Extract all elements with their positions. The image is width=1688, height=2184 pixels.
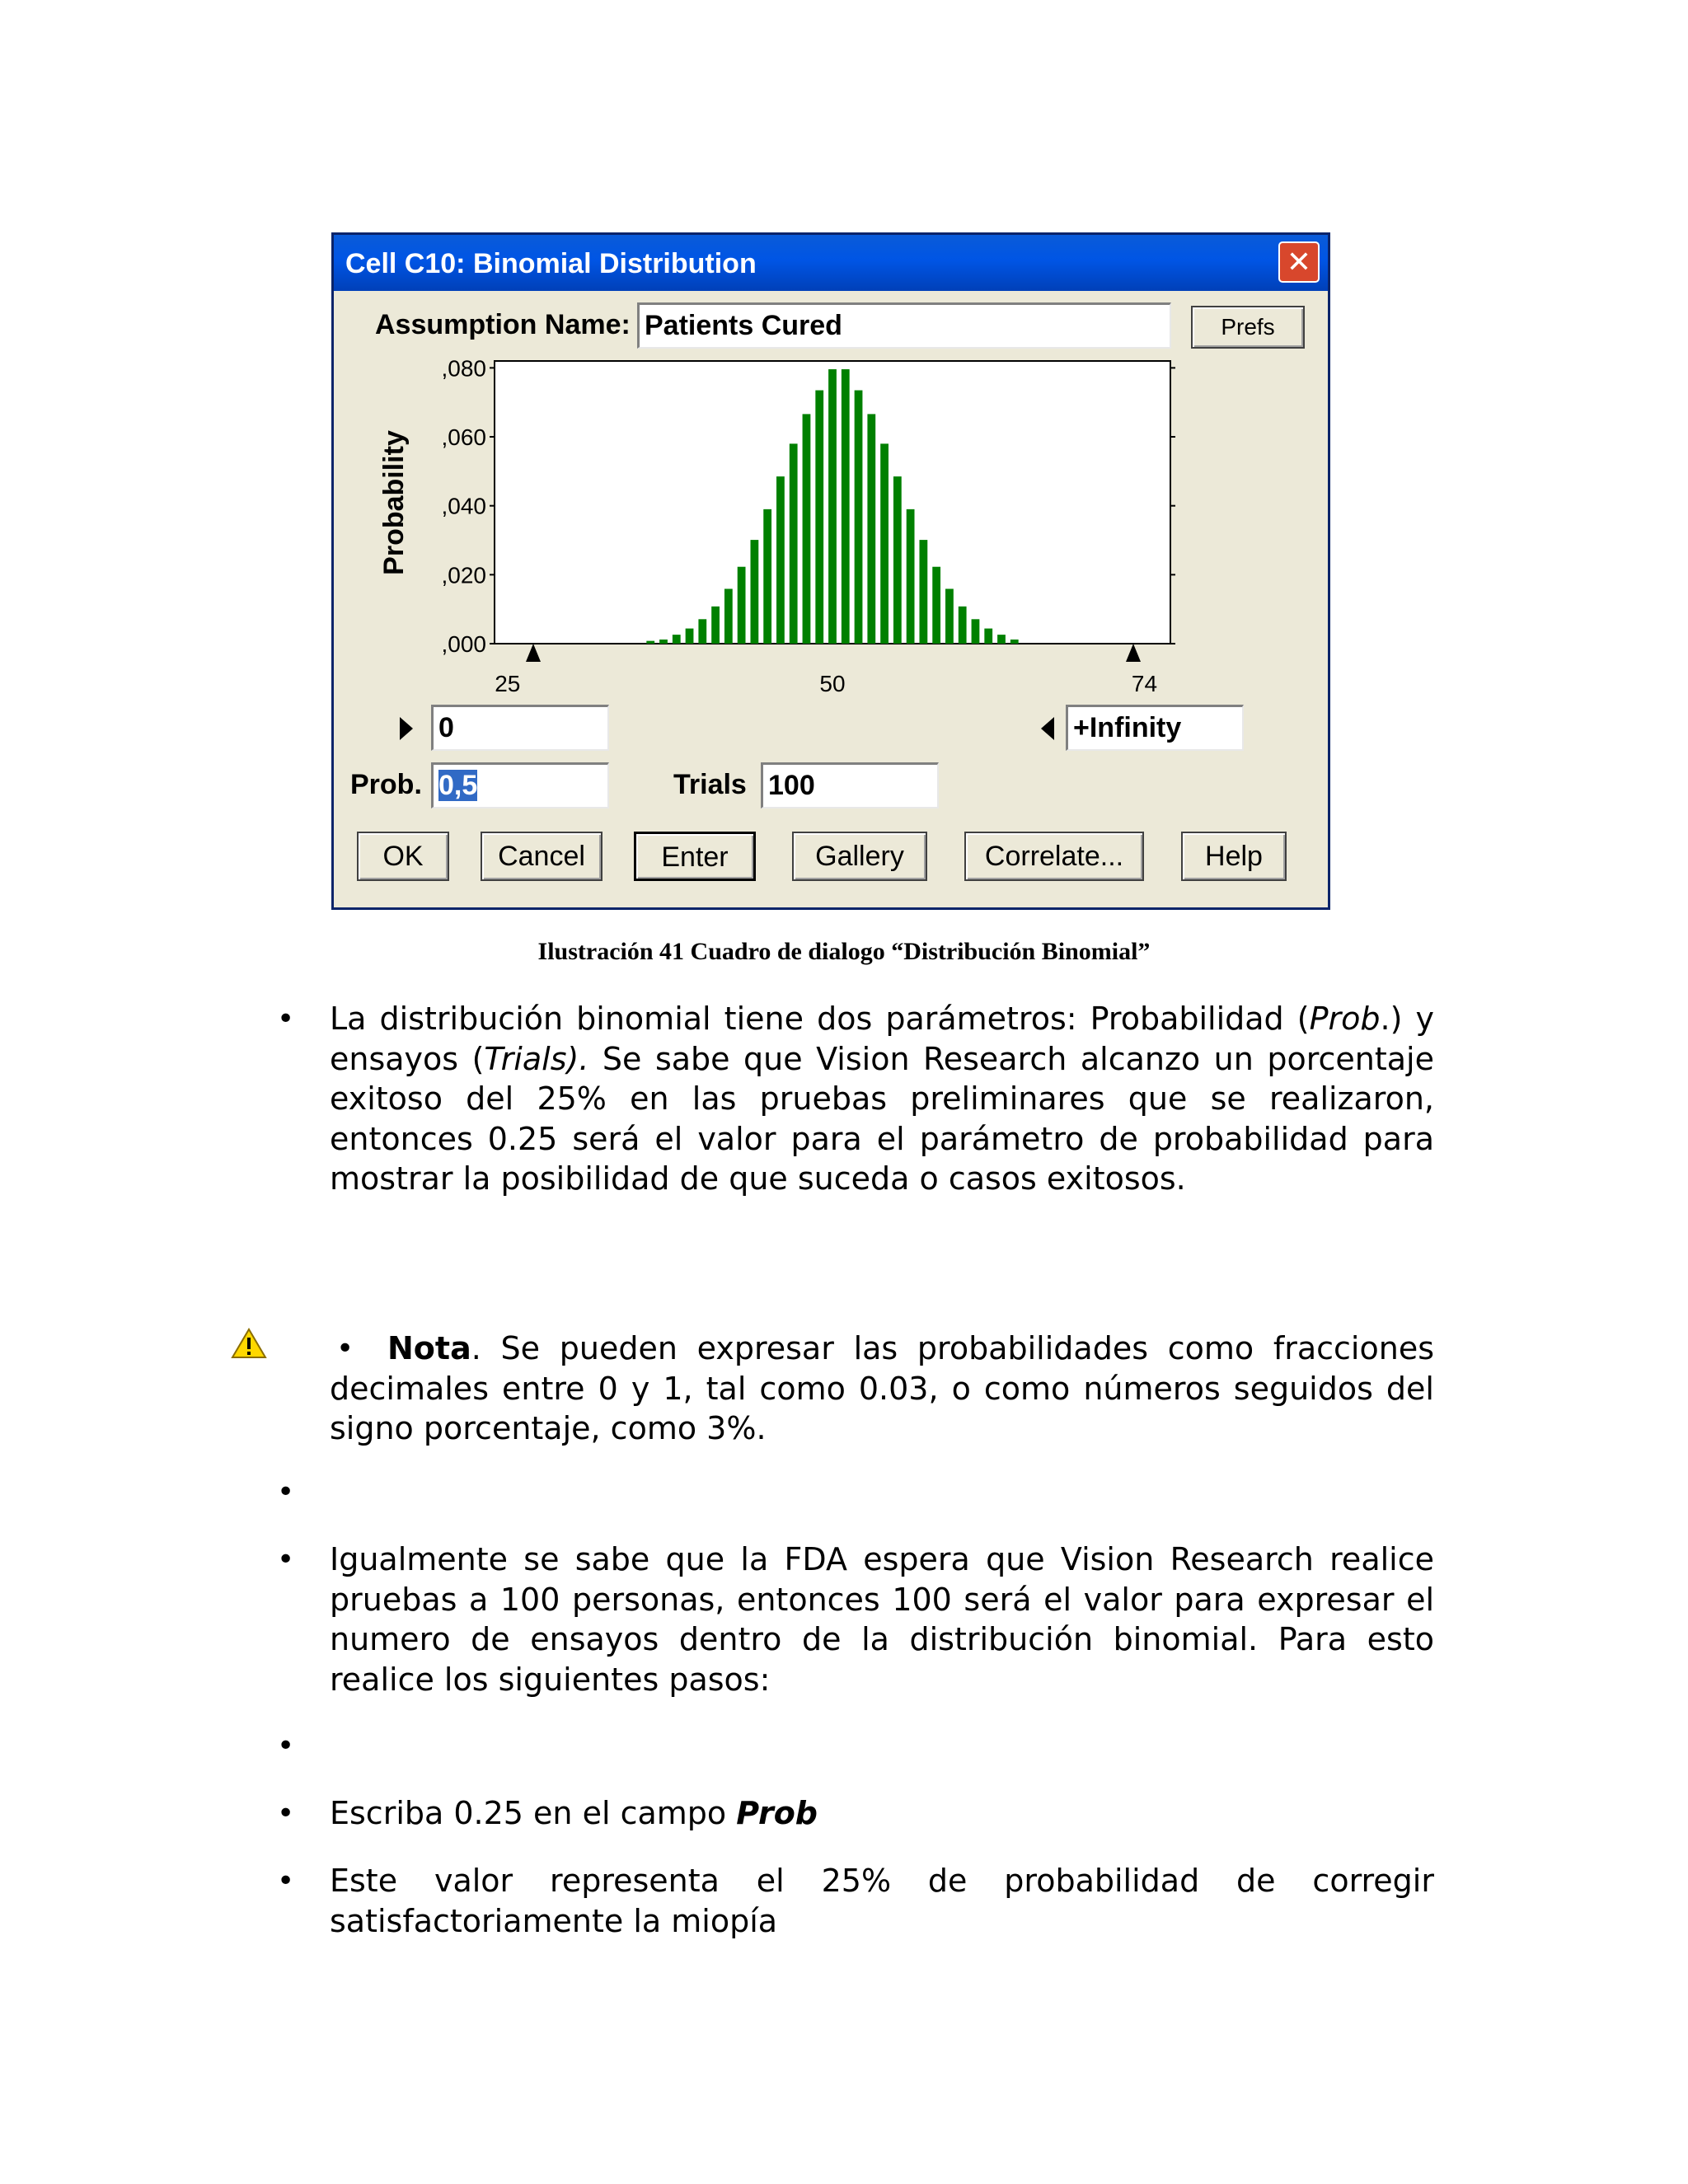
probability-chart: [334, 235, 1328, 696]
prob-input[interactable]: [431, 762, 609, 808]
help-button[interactable]: [1181, 832, 1287, 881]
bar: [867, 414, 875, 644]
warning-triangle-icon: [231, 1327, 267, 1360]
bar: [711, 607, 720, 644]
paragraph-binomial-parameters: [330, 999, 1434, 1199]
y-tick-label: ,000: [441, 631, 486, 657]
p1-text-c: .) y ensayos (: [330, 1001, 1434, 1077]
bar: [984, 629, 992, 644]
p1-text-a: La distribución binomial tiene dos parámetros: Probabilidad (: [330, 1001, 1310, 1037]
paragraph-value-meaning: Este valor representa el 25% de probabilidad de corregir satisfactoriamente la miopía: [330, 1863, 1434, 1939]
left-bound-input[interactable]: [431, 705, 609, 751]
bar: [763, 509, 771, 644]
right-bound-value: +Infinity: [1073, 712, 1182, 743]
assumption-name-label: Assumption Name:: [375, 309, 631, 340]
y-axis-label: Probability: [378, 430, 410, 575]
left-bound-arrow-icon: [400, 717, 413, 740]
close-icon: ✕: [1286, 246, 1312, 279]
bar: [880, 443, 889, 644]
y-tick-label: ,060: [441, 424, 486, 451]
binomial-distribution-dialog: [331, 232, 1330, 910]
bar: [907, 509, 915, 644]
enter-button[interactable]: [634, 832, 756, 881]
left-bound-value: 0: [438, 712, 454, 743]
bar: [776, 476, 785, 644]
right-bound-arrow-icon: [1041, 717, 1054, 740]
bar: [659, 640, 668, 644]
paragraph-step-prob: [330, 1793, 1434, 1834]
bar: [815, 391, 823, 644]
prob-label: Prob.: [350, 769, 422, 800]
bar: [945, 588, 954, 644]
bar: [750, 540, 758, 644]
prob-value: 0,5: [438, 770, 478, 801]
cancel-button[interactable]: [481, 832, 603, 881]
trials-label: Trials: [673, 769, 747, 800]
x-tick-label: 74: [1131, 671, 1158, 696]
bar: [1010, 640, 1019, 644]
bar: [997, 635, 1006, 644]
bullet-2: •: [336, 1332, 354, 1366]
y-tick-label: ,020: [441, 562, 486, 588]
bar: [828, 369, 837, 644]
gallery-button[interactable]: [792, 832, 927, 881]
step-text: Escriba 0.25 en el campo: [330, 1795, 737, 1831]
x-ticks: [495, 671, 1157, 696]
gallery-button-label: Gallery: [815, 841, 904, 872]
paragraph-note: [330, 1329, 1434, 1449]
y-tick-label: ,080: [441, 355, 486, 382]
bullet-4: •: [277, 1543, 295, 1577]
paragraph-fda: Igualmente se sabe que la FDA espera que Vision Research realice pruebas a 100 personas, entonces 100 será el valor para expresar el numero de ensayos dentro de la distribución binomial. Para esto realice los siguientes pasos:: [330, 1541, 1434, 1698]
figure-caption: Ilustración 41 Cuadro de dialogo “Distribución Binomial”: [537, 938, 1151, 965]
trials-value: 100: [768, 770, 815, 801]
bar: [790, 443, 798, 644]
assumption-name-value: Patients Cured: [645, 310, 842, 341]
bar: [972, 619, 980, 644]
bar: [893, 476, 902, 644]
prefs-label: Prefs: [1221, 314, 1275, 340]
right-bound-handle-icon[interactable]: [1126, 644, 1141, 662]
bar: [932, 567, 940, 644]
ok-button[interactable]: [357, 832, 449, 881]
cancel-button-label: Cancel: [498, 841, 585, 872]
trials-input[interactable]: [761, 762, 939, 808]
bar: [959, 607, 967, 644]
correlate-button-label: Correlate...: [984, 841, 1124, 872]
bar: [698, 619, 706, 644]
bullet-5: •: [277, 1729, 295, 1763]
right-bound-input[interactable]: [1066, 705, 1244, 751]
correlate-button[interactable]: [964, 832, 1144, 881]
bar: [673, 635, 681, 644]
dialog-title: Cell C10: Binomial Distribution: [345, 248, 757, 279]
note-text: . Se pueden expresar las probabilidades como fracciones decimales entre 0 y 1, tal como 0.03, o como números seguidos del signo porcentaje, como 3%.: [330, 1330, 1434, 1446]
help-button-label: Help: [1205, 841, 1263, 872]
bar: [686, 629, 694, 644]
x-tick-label: 50: [819, 671, 846, 696]
y-tick-label: ,040: [441, 493, 486, 519]
note-bold: Nota: [387, 1330, 471, 1366]
p1-text-e: Se sabe que Vision Research alcanzo un porcentaje exitoso del 25% en las pruebas preliminares que se realizaron, entonces 0.25 será el valor para el parámetro de probabilidad para mostrar la posibilidad de que suceda o casos exitosos.: [330, 1040, 1434, 1197]
ok-button-label: OK: [382, 841, 424, 872]
bar: [803, 414, 811, 644]
bar: [646, 641, 654, 644]
p1-trials-italic: Trials).: [484, 1040, 589, 1077]
bar: [842, 369, 850, 644]
left-bound-handle-icon[interactable]: [526, 644, 541, 662]
bullet-6: •: [277, 1797, 295, 1830]
bullet-3: •: [277, 1475, 295, 1509]
bar: [855, 391, 863, 644]
x-tick-label: 25: [495, 671, 521, 696]
bullet-7: •: [277, 1864, 295, 1898]
enter-button-label: Enter: [661, 841, 729, 873]
step-prob-bold: Prob: [736, 1795, 818, 1831]
bar: [919, 540, 927, 644]
p1-prob-italic: Prob: [1309, 1001, 1381, 1037]
bullet-1: •: [277, 1002, 295, 1036]
bar: [724, 588, 733, 644]
bar: [738, 567, 746, 644]
